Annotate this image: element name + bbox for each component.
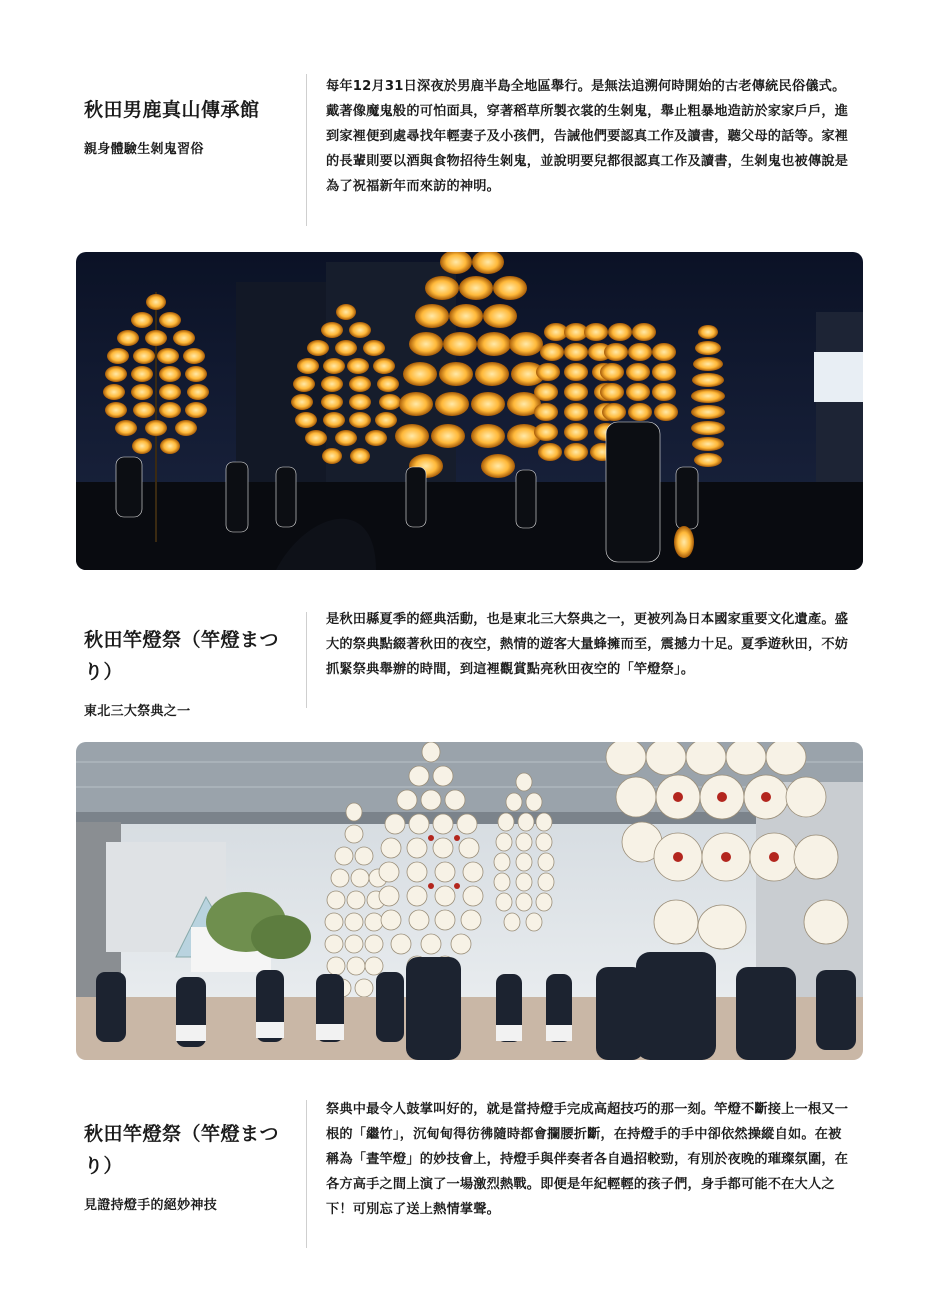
section-subtitle: 見證持燈手的絕妙神技 bbox=[84, 1198, 218, 1213]
photo-kanto-night bbox=[76, 252, 863, 570]
section-kanto-1 bbox=[78, 610, 863, 719]
section-subtitle: 東北三大祭典之一 bbox=[84, 704, 191, 719]
section-body: 是秋田縣夏季的經典活動，也是東北三大祭典之一，更被列為日本國家重要文化遺產。盛大的祭典點綴著秋田的夜空，熱情的遊客大量蜂擁而至，震撼力十足。夏季遊秋田，不妨抓緊祭典舉辦的時間，到這裡觀賞點亮秋田夜空的「竿燈祭」。 bbox=[326, 612, 849, 677]
divider bbox=[306, 1100, 307, 1248]
section-namahage bbox=[78, 72, 863, 230]
section-title: 秋田竿燈祭（竿燈まつり） bbox=[84, 629, 280, 683]
section-title: 秋田竿燈祭（竿燈まつり） bbox=[84, 1123, 280, 1177]
section-subtitle: 親身體驗生剝鬼習俗 bbox=[84, 142, 204, 157]
section-body: 每年12月31日深夜於男鹿半島全地區舉行。是無法追溯何時開始的古老傳統民俗儀式。戴著像魔鬼般的可怕面具，穿著稻草所製衣裳的生剝鬼，舉止粗暴地造訪於家家戶戶，進到家裡便到處尋找年輕妻子及小孩們，告誡他們要認真工作及讀書，聽父母的話等。家裡的長輩則要以酒與食物招待生剝鬼，並說明要兒都很認真工作及讀書，生剝鬼也被傳說是為了祝福新年而來訪的神明。 bbox=[326, 79, 849, 194]
photo-kanto-day bbox=[76, 742, 863, 1060]
divider bbox=[306, 612, 307, 708]
section-kanto-2 bbox=[78, 1098, 863, 1248]
section-body: 祭典中最令人鼓掌叫好的，就是當持燈手完成高超技巧的那一刻。竿燈不斷接上一根又一根的「繼竹」，沉甸甸得彷彿隨時都會攔腰折斷，在持燈手的手中卻依然操縱自如。在被稱為「晝竿燈」的妙技會上，持燈手與伴奏者各自過招較勁，有別於夜晚的璀璨氛圍，在各方高手之間上演了一場激烈熱戰。即便是年紀輕輕的孩子們，身手都可能不在大人之下！可別忘了送上熱情掌聲。 bbox=[326, 1102, 849, 1217]
divider bbox=[306, 74, 307, 226]
section-title: 秋田男鹿真山傳承館 bbox=[84, 99, 260, 121]
